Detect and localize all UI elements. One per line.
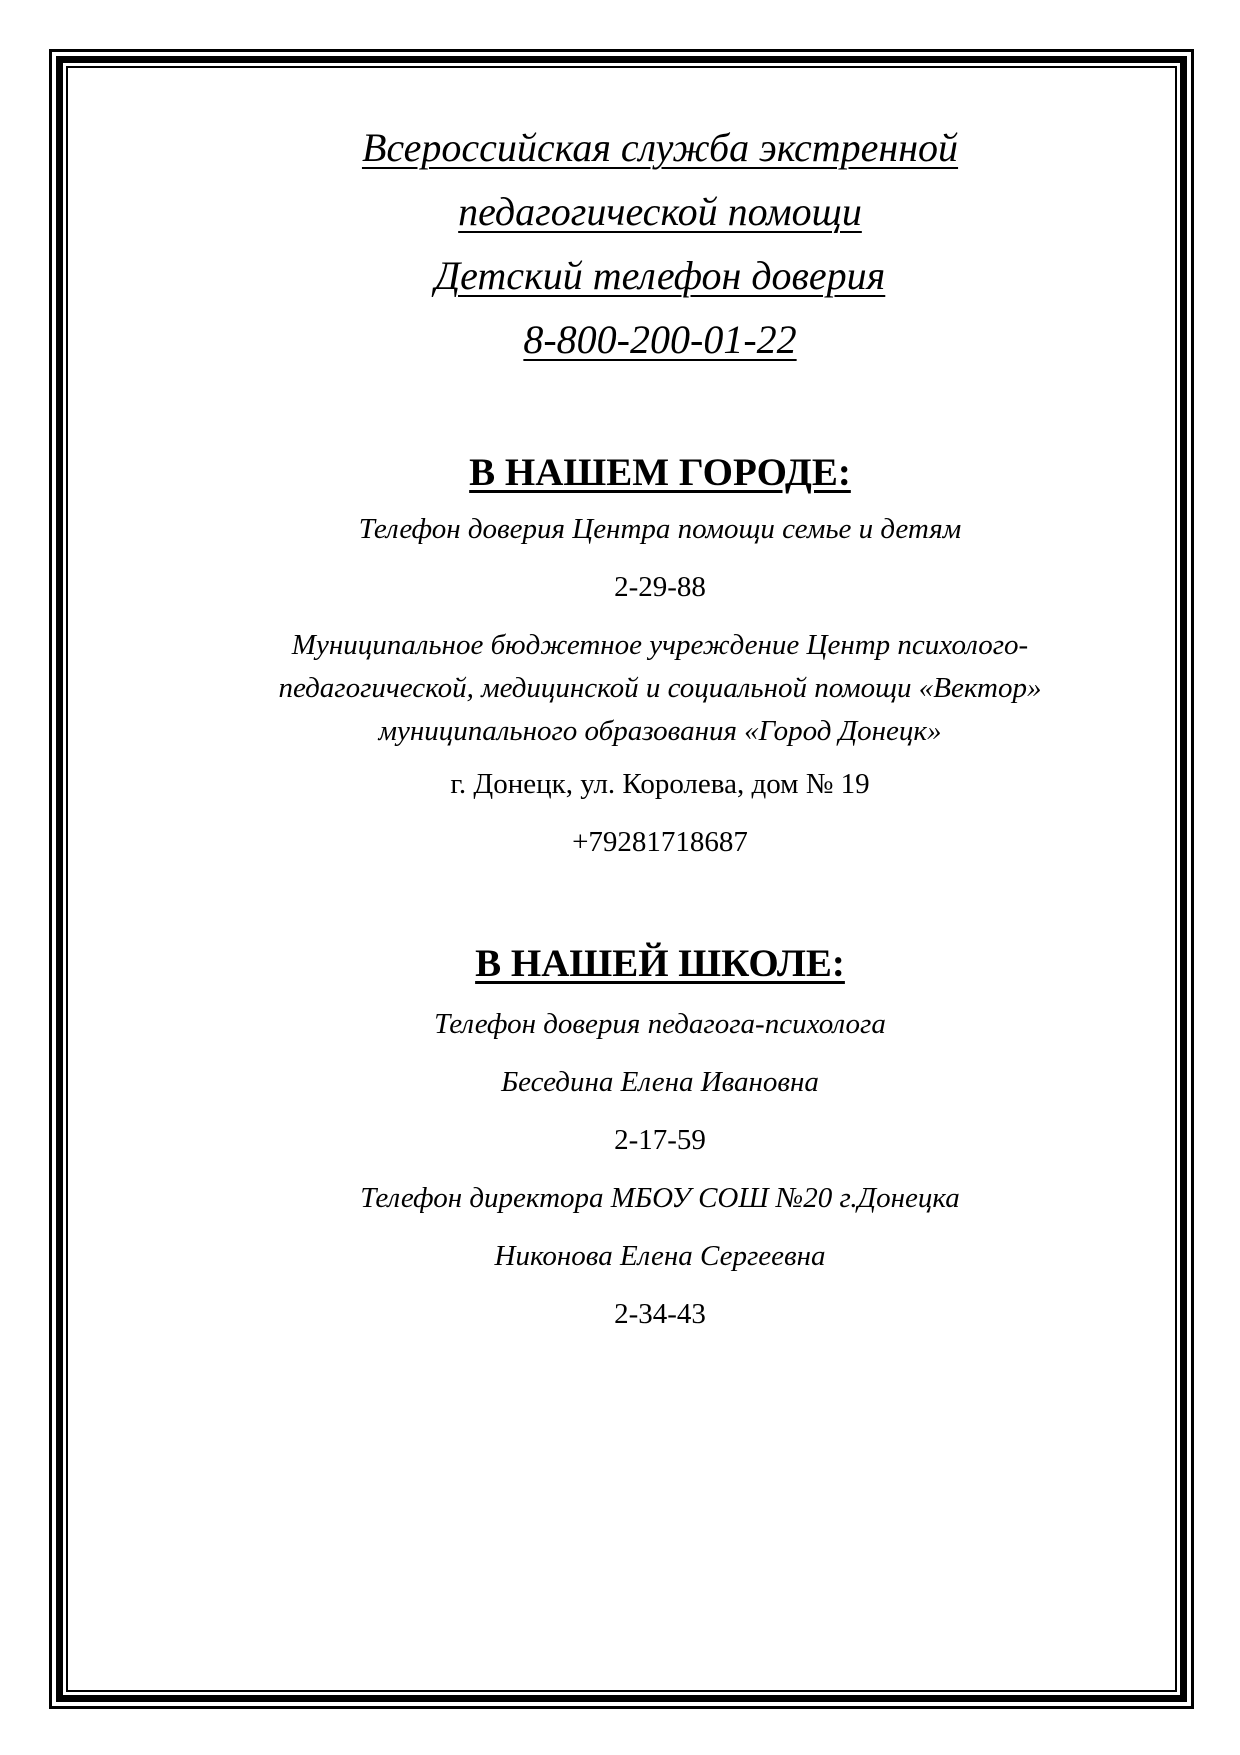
- header-line-3: Детский телефон доверия: [434, 253, 886, 298]
- school-director-name: Никонова Елена Сергеевна: [494, 1240, 826, 1272]
- school-psych-label: Телефон доверия педагога-психолога: [434, 1008, 886, 1040]
- school-section-title: В НАШЕЙ ШКОЛЕ:: [475, 942, 845, 985]
- school-director-label: Телефон директора МБОУ СОШ №20 г.Донецка: [360, 1182, 960, 1214]
- header-phone: 8-800-200-01-22: [523, 317, 797, 362]
- city-org-line-3: муниципального образования «Город Донецк»: [378, 715, 942, 747]
- header-line-2: педагогической помощи: [458, 189, 862, 234]
- city-hotline-label: Телефон доверия Центра помощи семье и детям: [358, 513, 962, 545]
- city-hotline-phone: 2-29-88: [614, 571, 706, 603]
- city-address: г. Донецк, ул. Королева, дом № 19: [450, 768, 870, 800]
- school-director-phone: 2-34-43: [614, 1298, 706, 1330]
- school-psych-phone: 2-17-59: [614, 1124, 706, 1156]
- city-org-line-2: педагогической, медицинской и социальной помощи «Вектор»: [278, 672, 1042, 704]
- city-section-title: В НАШЕМ ГОРОДЕ:: [469, 451, 851, 494]
- header-line-1: Всероссийская служба экстренной: [361, 125, 959, 170]
- page-border-inner: [66, 66, 1177, 1692]
- city-org-line-1: Муниципальное бюджетное учреждение Центр психолого-: [291, 629, 1029, 661]
- city-org-phone: +79281718687: [572, 826, 748, 858]
- school-psych-name: Беседина Елена Ивановна: [501, 1066, 819, 1098]
